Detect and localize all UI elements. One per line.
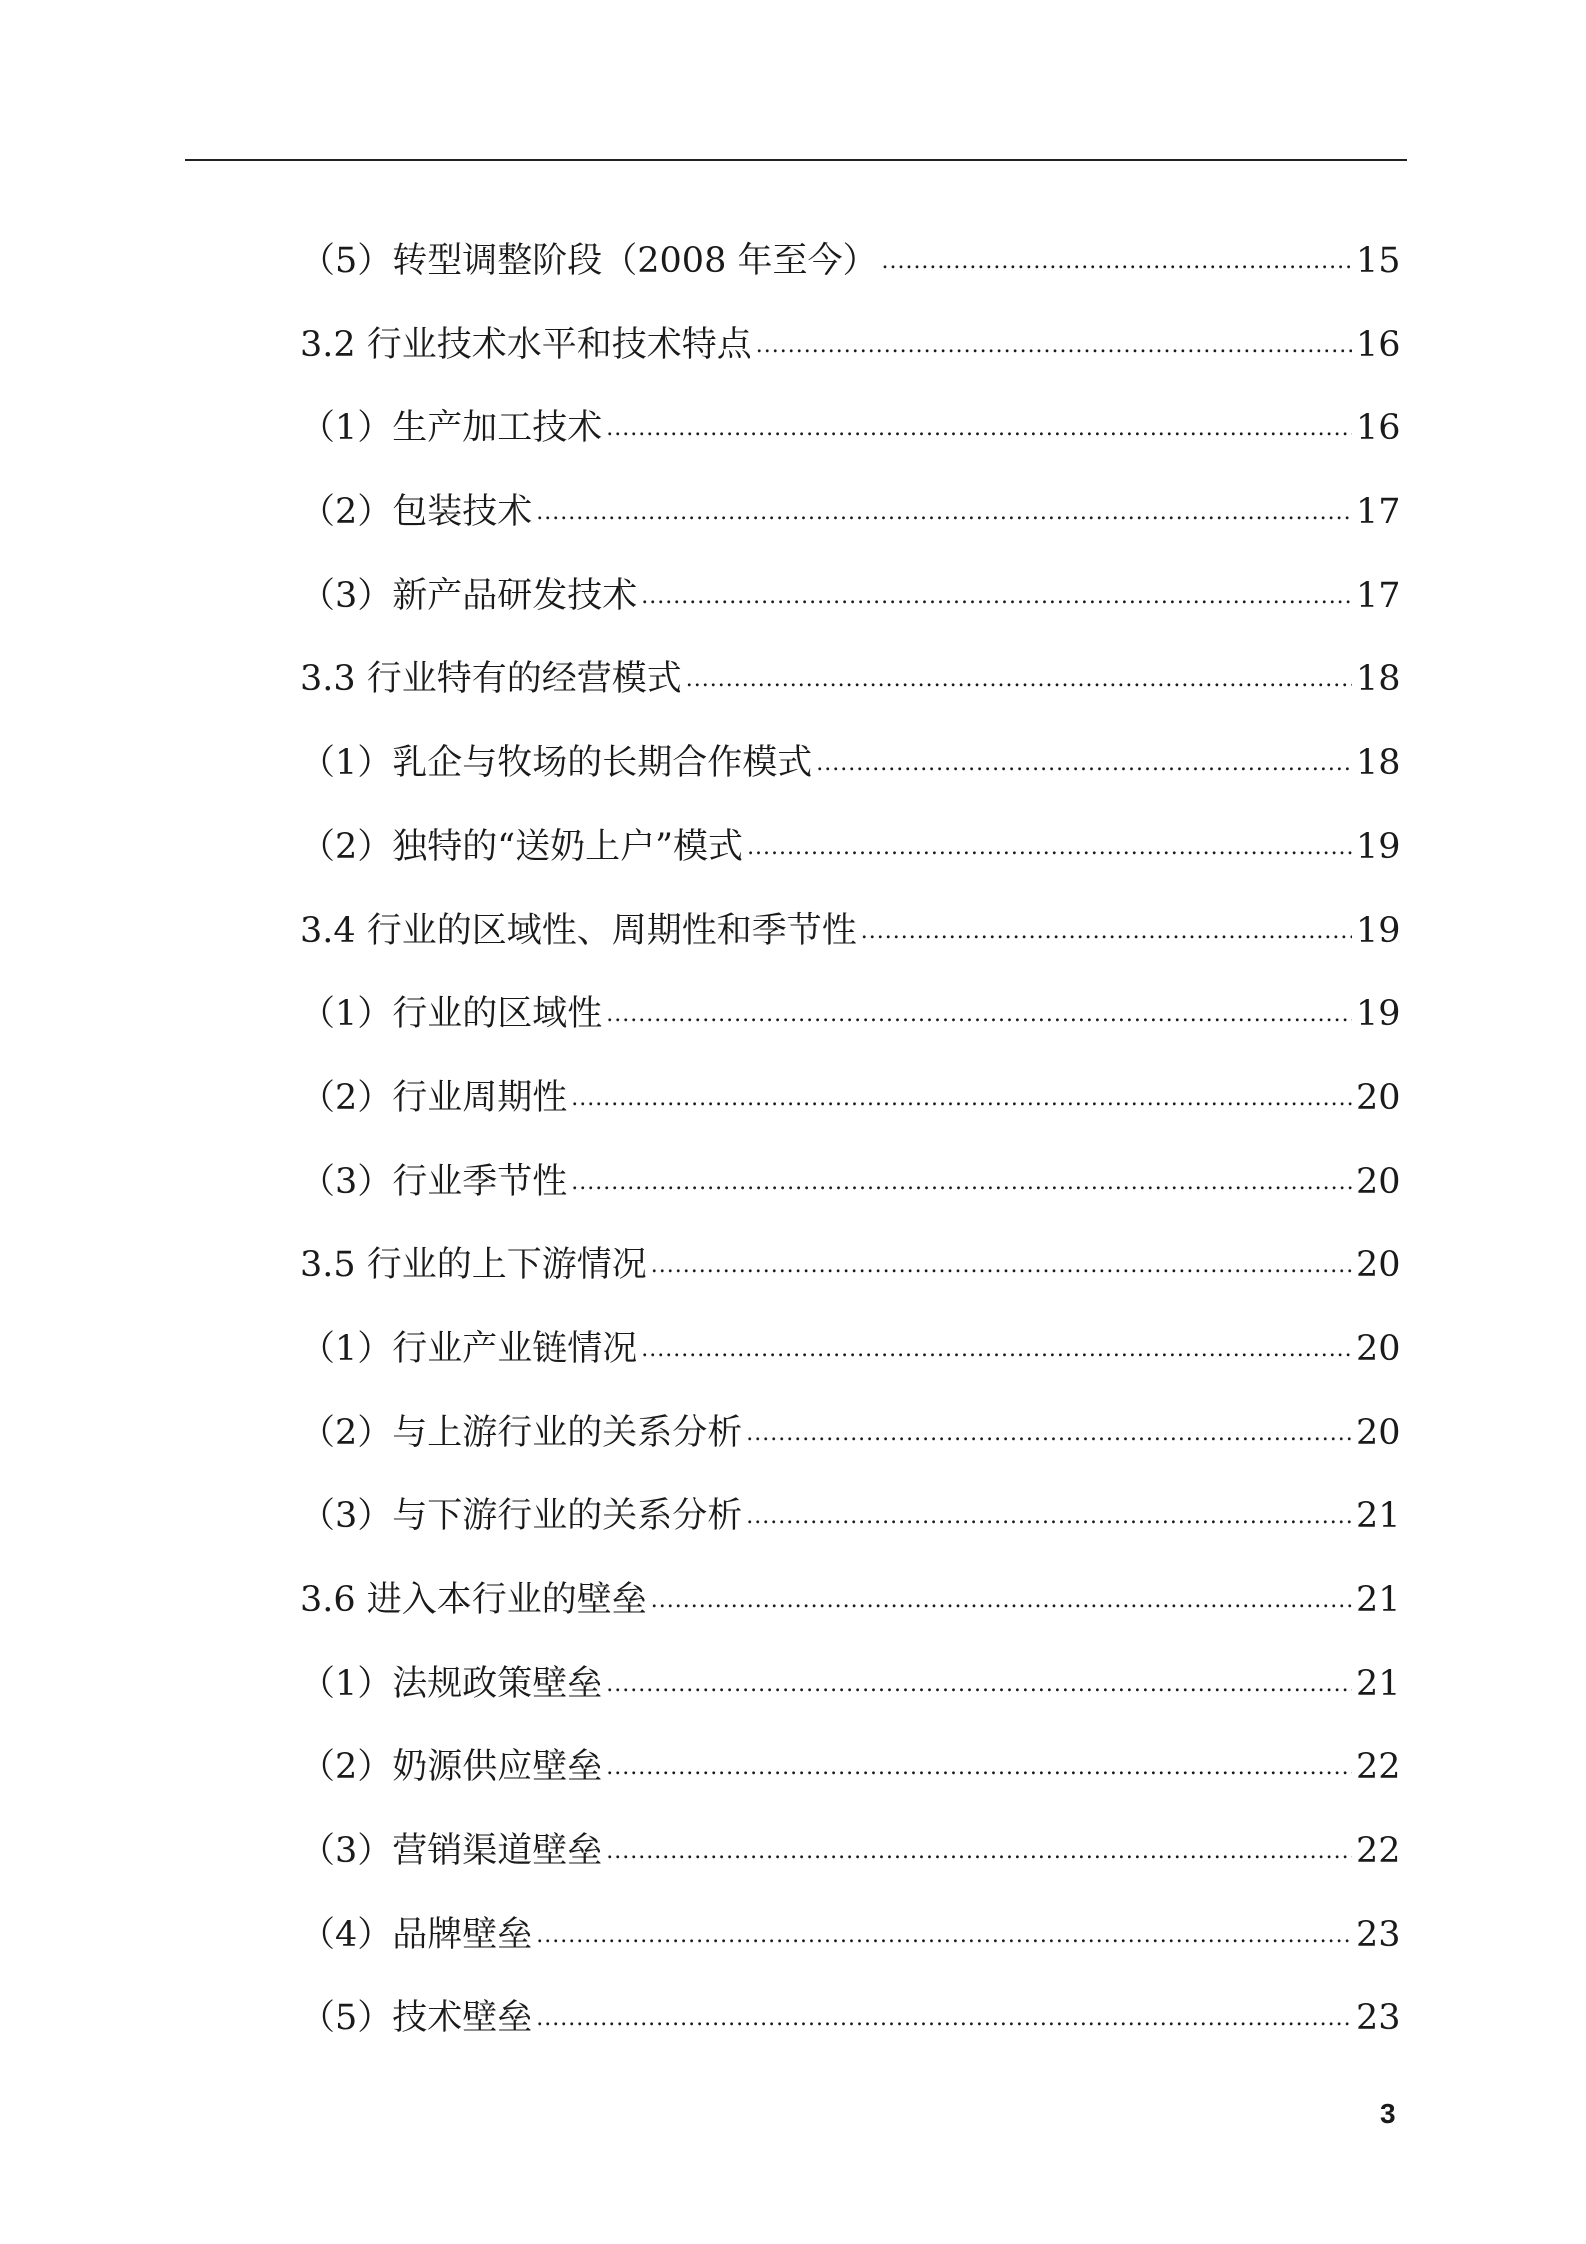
toc-leader-dots (606, 1722, 1352, 1810)
toc-entry-title: （2）包装技术 (300, 492, 533, 533)
toc-entry[interactable] (300, 1057, 1400, 1141)
toc-entry[interactable] (300, 1894, 1400, 1978)
toc-entry-title: （1）法规政策壁垒 (300, 1663, 603, 1704)
toc-entry-title: 3.2 行业技术水平和技术特点 (300, 324, 752, 365)
toc-leader-dots (651, 1555, 1352, 1643)
toc-leader-dots (746, 1471, 1352, 1559)
toc-entry-title: （3）行业季节性 (300, 1161, 568, 1202)
toc-entry-title: （5）转型调整阶段（2008 年至今） (300, 241, 878, 281)
toc-entry-page: 20 (1356, 1161, 1401, 1202)
toc-entry-page: 22 (1356, 1831, 1401, 1872)
toc-entry-page: 16 (1356, 324, 1401, 365)
toc-entry[interactable] (300, 973, 1400, 1057)
toc-leader-dots (881, 216, 1352, 304)
toc-entry-title: （1）行业产业链情况 (300, 1328, 638, 1369)
toc-entry-page: 19 (1356, 994, 1401, 1035)
toc-entry-title: （5）技术壁垒 (300, 1998, 533, 2039)
toc-entry-title: （4）品牌壁垒 (300, 1914, 533, 1955)
toc-entry-title: 3.4 行业的区域性、周期性和季节性 (300, 910, 857, 951)
toc-leader-dots (651, 1220, 1352, 1308)
toc-entry-page: 18 (1356, 659, 1401, 700)
toc-leader-dots (536, 467, 1352, 555)
toc-entry-title: （3）与下游行业的关系分析 (300, 1496, 743, 1537)
toc-entry[interactable] (300, 1392, 1400, 1476)
toc-entry[interactable] (300, 890, 1400, 974)
toc-entry[interactable] (300, 387, 1400, 471)
toc-entry[interactable] (300, 638, 1400, 722)
toc-leader-dots (816, 718, 1352, 806)
toc-entry-page: 21 (1356, 1663, 1401, 1704)
toc-leader-dots (641, 1304, 1352, 1392)
toc-entry[interactable] (300, 1977, 1400, 2061)
toc-entry-page: 18 (1356, 743, 1401, 784)
toc-entry-title: 3.6 进入本行业的壁垒 (300, 1580, 647, 1620)
toc-leader-dots (571, 1053, 1352, 1141)
toc-entry[interactable] (300, 1224, 1400, 1308)
toc-entry[interactable] (300, 220, 1400, 304)
toc-entry-title: （1）行业的区域性 (300, 994, 603, 1035)
toc-entry-page: 17 (1356, 492, 1401, 533)
toc-leader-dots (606, 969, 1352, 1057)
toc-entry-page: 20 (1356, 1077, 1401, 1118)
toc-entry-title: （2）行业周期性 (300, 1077, 568, 1118)
toc-entry[interactable] (300, 1308, 1400, 1392)
toc-entry-title: 3.5 行业的上下游情况 (300, 1245, 647, 1286)
toc-entry-title: 3.3 行业特有的经营模式 (300, 659, 682, 700)
toc-entry[interactable] (300, 1141, 1400, 1225)
toc-entry-page: 20 (1356, 1245, 1401, 1286)
toc-entry-page: 19 (1356, 826, 1401, 867)
toc-entry-page: 20 (1356, 1328, 1401, 1369)
toc-leader-dots (861, 886, 1352, 974)
toc-leader-dots (746, 1388, 1352, 1476)
toc-entry-page: 15 (1356, 241, 1401, 281)
toc-entry-page: 23 (1356, 1998, 1401, 2039)
toc-leader-dots (536, 1973, 1352, 2061)
toc-entry[interactable] (300, 1643, 1400, 1727)
toc-entry-title: （3）新产品研发技术 (300, 575, 638, 616)
toc-entry-title: （1）乳企与牧场的长期合作模式 (300, 743, 813, 784)
toc-leader-dots (536, 1890, 1352, 1978)
toc-entry-page: 21 (1356, 1496, 1401, 1537)
toc-entry-title: （2）奶源供应壁垒 (300, 1747, 603, 1788)
toc-entry[interactable] (300, 1475, 1400, 1559)
toc-entry-title: （2）独特的“送奶上户”模式 (300, 826, 744, 867)
header-rule (185, 159, 1407, 161)
toc-leader-dots (747, 802, 1352, 890)
toc-entry[interactable] (300, 1559, 1400, 1643)
toc-leader-dots (606, 1639, 1352, 1727)
toc-entry-page: 23 (1356, 1914, 1401, 1955)
toc-entry[interactable] (300, 304, 1400, 388)
toc-entry[interactable] (300, 722, 1400, 806)
toc-entry[interactable] (300, 1726, 1400, 1810)
toc-entry-title: （1）生产加工技术 (300, 408, 603, 449)
toc-entry-page: 22 (1356, 1747, 1401, 1788)
table-of-contents (300, 220, 1400, 2061)
toc-entry[interactable] (300, 806, 1400, 890)
toc-entry-title: （3）营销渠道壁垒 (300, 1831, 603, 1872)
toc-entry[interactable] (300, 1810, 1400, 1894)
toc-entry-page: 20 (1356, 1412, 1401, 1453)
toc-entry[interactable] (300, 555, 1400, 639)
toc-entry[interactable] (300, 471, 1400, 555)
toc-entry-page: 21 (1356, 1580, 1401, 1620)
page-number: 3 (1380, 2098, 1396, 2129)
toc-entry-page: 16 (1356, 408, 1401, 449)
toc-entry-page: 19 (1356, 910, 1401, 951)
toc-leader-dots (571, 1137, 1352, 1225)
toc-leader-dots (756, 300, 1352, 388)
toc-entry-page: 17 (1356, 575, 1401, 616)
toc-leader-dots (606, 383, 1352, 471)
toc-leader-dots (686, 634, 1352, 722)
toc-leader-dots (641, 551, 1352, 639)
toc-entry-title: （2）与上游行业的关系分析 (300, 1412, 743, 1453)
toc-leader-dots (606, 1806, 1352, 1894)
